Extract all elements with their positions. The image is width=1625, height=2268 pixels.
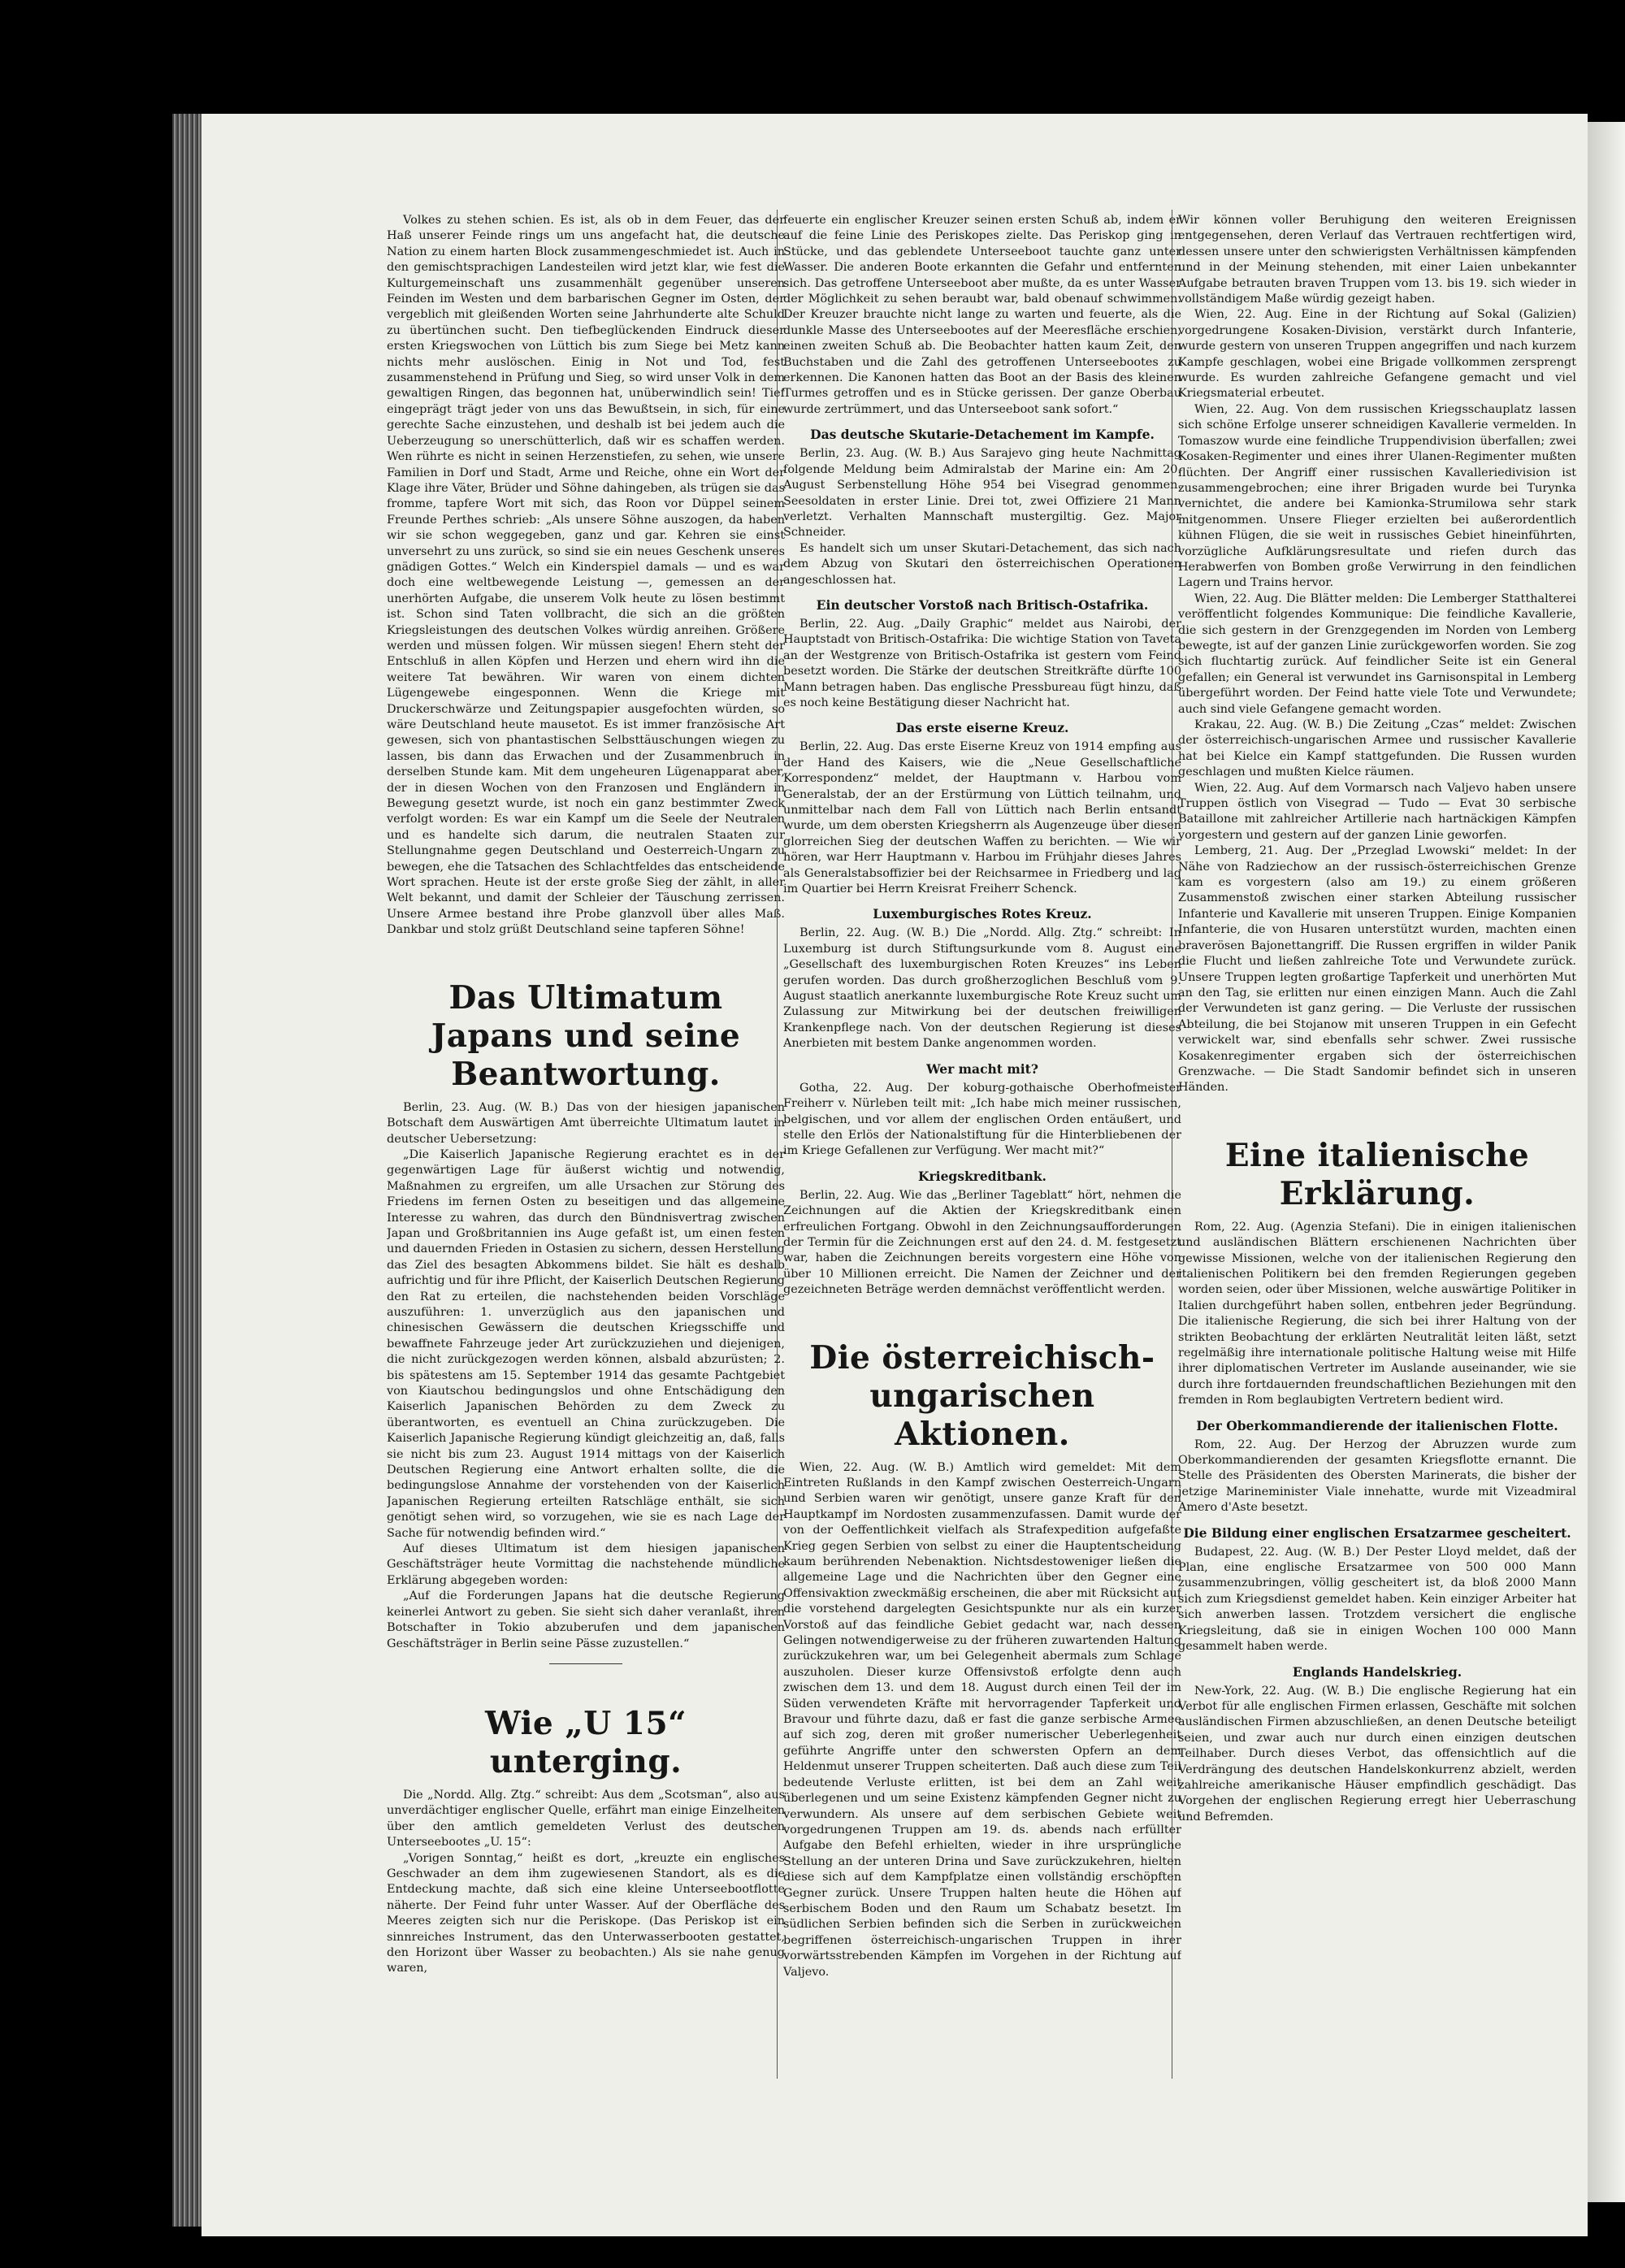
headline-eisernes-kreuz: Das erste eiserne Kreuz. xyxy=(895,720,1069,736)
article-paragraph: feuerte ein englischer Kreuzer seinen ersten Schuß ab, indem er auf die feine Linie des Periskopes zielte. Das Periskop ging in Stücke, und das geblendete Unterseeboot tauchte ganz unter Wasser. Die anderen Boote erkannten die Gefahr und entfernten sich. Das getroffene Unterseeboot aber mußte, da es unter Wasser der Möglichkeit zu sehen beraubt war, bald obenauf schwimmen. Der Kreuzer brauchte nicht lange zu warten und feuerte, als die dunkle Masse des Unterseebootes auf der Meeresfläche erschien, einen zweiten Schuß ab. Die Beobachter hatten kaum Zeit, den Buchstaben und die Zahl des getroffenen Unterseebootes zu erkennen. Die Kanonen hatten das Boot an der Basis des kleinen Turmes getroffen und es in Stücke gerissen. Der ganze Oberbau wurde zertrümmert, und das Unterseeboot sank sofort.“ xyxy=(783,214,1181,416)
article-paragraph: Berlin, 22. Aug. „Daily Graphic“ meldet aus Nairobi, der Hauptstadt von Britisch-Ostafrika: Die wichtige Station von Taveta an der Westgrenze von Britisch-Ostafrika ist gestern vom Feind besetzt worden. Die Stärke der deutschen Streitkräfte dürfte 100 Mann betragen haben. Das englische Pressbureau fügt hinzu, daß es noch keine Bestätigung dieser Nachricht hat. xyxy=(783,617,1181,709)
article-paragraph: Gotha, 22. Aug. Der koburg-gothaische Oberhofmeister Freiherr v. Nürleben teilt mit: „Ich habe mich meiner russischen, belgischen, und vor allem der englischen Orden entäußert, und stelle den Erlös der Nationalstiftung für die Hinterbliebenen der im Kriege Gefallenen zur Verfügung. Wer macht mit?“ xyxy=(783,1081,1181,1158)
article-paragraph: Berlin, 22. Aug. (W. B.) Die „Nordd. Allg. Ztg.“ schreibt: In Luxemburg ist durch Stiftungsurkunde vom 8. August eine „Gesellschaft des luxemburgischen Roten Kreuzes“ ins Leben gerufen worden. Das durch großherzoglichen Beschluß vom 9. August staatlich anerkannte luxemburgische Rote Kreuz sucht um Zulassung zur Mitwirkung bei der deutschen freiwilligen Krankenpflege nach. Von der deutschen Regierung ist dieses Anerbieten mit bestem Danke angenommen worden. xyxy=(783,926,1181,1051)
article-paragraph: Auf dieses Ultimatum ist dem hiesigen japanischen Geschäftsträger heute Vormittag die nachstehende mündliche Erklärung abgegeben worden: xyxy=(387,1542,785,1587)
article-paragraph: Krakau, 22. Aug. (W. B.) Die Zeitung „Czas“ meldet: Zwischen der österreichisch-ungarischen Armee und russischer Kavallerie hat bei Kielce ein Kampf stattgefunden. Die Russen wurden geschlagen und mußten Kielce räumen. xyxy=(1178,718,1576,779)
next-page-edge xyxy=(1588,122,1625,2202)
article-paragraph: Rom, 22. Aug. Der Herzog der Abruzzen wurde zum Oberkommandierenden der gesamten Kriegsflotte ernannt. Die Stelle des Präsidenten des Obersten Marinerats, die bisher der jetzige Marineminister Viale innehatte, wurde mit Vizeadmiral Amero d'Aste besetzt. xyxy=(1178,1438,1576,1515)
headline-u15: Wie „U 15“ unterging. xyxy=(484,1704,687,1780)
article-paragraph: Wien, 22. Aug. Die Blätter melden: Die Lemberger Statthalterei veröffentlicht folgendes Kommunique: Die feindliche Kavallerie, die sich gestern in der Grenzgegenden im Norden von Lemberg bewegte, ist auf der ganzen Linie zurückgeworfen worden. Sie zog sich fluchtartig zurück. Auf feindlicher Seite ist ein General gefallen; ein General ist verwundet ins Garnisonspital in Lemberg übergeführt worden. Der Feind hatte viele Tote und Verwundete; auch sind viele Gefangene gemacht worden. xyxy=(1178,592,1576,716)
headline-wer-macht-mit: Wer macht mit? xyxy=(926,1060,1038,1077)
column-2 xyxy=(783,213,1181,2114)
article-paragraph: Berlin, 23. Aug. (W. B.) Das von der hiesigen japanischen Botschaft dem Auswärtigen Amt überreichte Ultimatum lautet in deutscher Uebersetzung: xyxy=(387,1100,785,1146)
headline-kriegskreditbank: Kriegskreditbank. xyxy=(918,1168,1046,1184)
article-paragraph: „Auf die Forderungen Japans hat die deutsche Regierung keinerlei Antwort zu geben. Sie sieht sich daher veranlaßt, ihren Botschafter in Tokio abzuberufen und dem japanischen Geschäftsträger in Berlin seine Pässe zuzustellen.“ xyxy=(387,1589,785,1650)
article-paragraph: Berlin, 23. Aug. (W. B.) Aus Sarajevo ging heute Nachmittag folgende Meldung beim Admiralstab der Marine ein: Am 20. August Serbenstellung Höhe 954 bei Visegrad genommen. Seesoldaten in erster Linie. Drei tot, zwei Offiziere 21 Mann verletzt. Verhalten Mannschaft mustergiltig. Gez. Major Schneider. xyxy=(783,447,1181,540)
headline-skutari: Das deutsche Skutarie-Detachement im Kampfe. xyxy=(810,427,1155,443)
headline-luxemburg-rotes-kreuz: Luxemburgisches Rotes Kreuz. xyxy=(873,906,1092,922)
article-u15 xyxy=(387,1788,785,1977)
article-ultimatum xyxy=(387,1100,785,1652)
headline-ersatzarmee: Die Bildung einer englischen Ersatzarmee gescheitert. xyxy=(1183,1524,1571,1541)
article-paragraph: „Die Kaiserlich Japanische Regierung erachtet es in der gegenwärtigen Lage für äußerst wichtig und notwendig, Maßnahmen zu ergreifen, um alle Ursachen zur Störung des Friedens im fernen Osten zu beseitigen und das allgemeine Interesse zu wahren, das durch den Bündnisvertrag zwischen Japan und Großbritannien ins Auge gefaßt ist, um einen festen und dauernden Frieden in Ostasien zu sichern, dessen Herstellung das Ziel des besagten Abkommens bildet. Sie hält es deshalb aufrichtig und für ihre Pflicht, der Kaiserlich Deutschen Regierung den Rat zu erteilen, die nachstehenden beiden Vorschläge auszuführen: 1. unverzüglich aus den japanischen und chinesischen Gewässern die deutschen Kriegsschiffe und bewaffnete Fahrzeuge jeder Art zurückzuziehen und diejenigen, die nicht zurückgezogen werden können, alsbald abzurüsten; 2. bis spätestens am 15. September 1914 das gesamte Pachtgebiet von Kiautschou bedingungslos und ohne Entschädigung den Kaiserlich Japanischen Behörden zu dem Zweck zu überantworten, es eventuell an China zurückzugeben. Die Kaiserlich Japanische Regierung kündigt gleichzeitig an, daß, falls sie nicht bis zum 23. August 1914 mittags von der Kaiserlich Deutschen Regierung eine Antwort erhalten sollte, die die bedingungslose Annahme der vorstehenden von der Kaiserlich Japanischen Regierung erteilten Ratschläge enthält, sie sich genötigt sehen wird, so vorzugehen, wie sie es nach Lage der Sache für notwendig befinden wird.“ xyxy=(387,1147,785,1540)
column-3 xyxy=(1178,213,1576,2114)
headline-italienische-erklaerung: Eine italienische Erklärung. xyxy=(1224,1136,1530,1212)
headline-ultimatum-japans: Das Ultimatum Japans und seine Beantwortung. xyxy=(431,978,741,1093)
article-paragraph: „Vorigen Sonntag,“ heißt es dort, „kreuzte ein englisches Geschwader an dem ihm zugewiesenen Standort, als es die Entdeckung machte, daß sich eine kleine Unterseebootflotte näherte. Der Feind fuhr unter Wasser. Auf der Oberfläche des Meeres zeigten sich nur die Periskope. (Das Periskop ist ein sinnreiches Instrument, das den Unterwasserbooten gestattet, den Horizont über Wasser zu beobachten.) Als sie nahe genug waren, xyxy=(387,1851,785,1975)
article-paragraph: Berlin, 22. Aug. Wie das „Berliner Tageblatt“ hört, nehmen die Zeichnungen auf die Aktien der Kriegskreditbank einen erfreulichen Fortgang. Obwohl in den Zeichnungsaufforderungen der Termin für die Zeichnungen erst auf den 24. d. M. festgesetzt war, haben die Zeichnungen bereits vorgestern eine Höhe von über 10 Millionen erreicht. Die Namen der Zeichner und der gezeichneten Beträge werden demnächst veröffentlicht werden. xyxy=(783,1188,1181,1297)
headline-ostafrika: Ein deutscher Vorstoß nach Britisch-Ostafrika. xyxy=(816,596,1149,613)
headline-handelskrieg: Englands Handelskrieg. xyxy=(1292,1663,1462,1680)
article-paragraph: Die „Nordd. Allg. Ztg.“ schreibt: Aus dem „Scotsman“, also aus unverdächtiger englischer Quelle, erfährt man einige Einzelheiten über den amtlich gemeldeten Verlust des deutschen Unterseebootes „U. 15“: xyxy=(387,1788,785,1850)
article-paragraph: Wien, 22. Aug. Auf dem Vormarsch nach Valjevo haben unsere Truppen östlich von Visegrad — Tudo — Evat 30 serbische Bataillone mit zahlreicher Artillerie nach hartnäckigen Kämpfen vorgestern und gestern auf der ganzen Linie geworfen. xyxy=(1178,781,1576,842)
article-paragraph: Es handelt sich um unser Skutari-Detachement, das sich nach dem Abzug von Skutari den österreichischen Operationen angeschlossen hat. xyxy=(783,541,1181,587)
article-paragraph: Volkes zu stehen schien. Es ist, als ob in dem Feuer, das der Haß unserer Feinde rings um uns angefacht hat, die deutsche Nation zu einem harten Block zusammengeschmiedet ist. Auch in den gemischtsprachigen Landesteilen wird jetzt klar, wie fest die Kulturgemeinschaft uns zusammenhält gegenüber unseren Feinden im Westen und dem barbarischen Gegner im Osten, der vergeblich mit gleißenden Worten seine Jahrhunderte alte Schuld zu übertünchen sucht. Den tiefbeglückenden Eindruck dieser ersten Kriegswochen von Lüttich bis zum Siege bei Metz kann nichts mehr auslöschen. Einig in Not und Tod, fest zusammenstehend in Prüfung und Sieg, so wird unser Volk in dem gewaltigen Ringen, das begonnen hat, unüberwindlich sein! Tief eingeprägt trägt jeder von uns das Bewußtsein, in sich, für eine gerechte Sache einzustehen, und deshalb ist bei jedem auch die Ueberzeugung so unerschütterlich, daß wir es schaffen werden. Wen rührte es nicht in seinen Herzenstiefen, zu sehen, wie unsere Familien in Dorf und Stadt, Arme und Reiche, ohne ein Wort der Klage ihre Väter, Brüder und Söhne dahingeben, als trügen sie das fromme, tapfere Wort mit sich, das Roon vor Düppel seinem Freunde Perthes schrieb: „Als unsere Söhne auszogen, da haben wir sie schon weggegeben, ganz und gar. Kehren sie einst unversehrt zu uns zurück, so sind sie ein neues Geschenk unseres gnädigen Gottes.“ Welch ein Kinderspiel damals — und es war doch eine weltbewegende Leistung —, gemessen an der unerhörten Aufgabe, die unserem Volk heute zu lösen bestimmt ist. Schon sind Taten vollbracht, die sich an die größten Kriegsleistungen des deutschen Volkes würdig anreihen. Größere werden und müssen folgen. Wir müssen siegen! Ehern steht der Entschluß in allen Köpfen und Herzen und ehern wird ihn die weitere Tat bewähren. Wir waren von einem dichten Lügengewebe eingesponnen. Wenn die Kriege mit Druckerschwärze und Zeitungspapier ausgefochten würden, so wäre Deutschland heute mausetot. Es ist immer französische Art gewesen, sich von phantastischen Selbsttäuschungen wiegen zu lassen, bis dann das Erwachen und der Zusammenbruch in derselben Stunde kam. Mit dem ungeheuren Lügenapparat aber, der in diesen Wochen von den Franzosen und Engländern in Bewegung gesetzt wurde, ist noch ein ganz bestimmter Zweck verfolgt worden: Es war ein Kampf um die Seele der Neutralen und es handelte sich darum, die neutralen Staaten zur Stellungnahme gegen Deutschland und Oesterreich-Ungarn zu bewegen, ehe die Tatsachen des Schlachtfeldes das entscheidende Wort sprachen. Heute ist der erste große Sieg der zählt, in aller Welt bekannt, und damit der Schleier der Täuschung zerrissen. Unsere Armee bestand ihre Probe glanzvoll über alles Maß. Dankbar und stolz grüßt Deutschland seine tapferen Söhne! xyxy=(387,214,785,937)
article-paragraph: Lemberg, 21. Aug. Der „Przeglad Lwowski“ meldet: In der Nähe von Radziechow an der russisch-österreichischen Grenze kam es vorgestern (also am 19.) zu einem größeren Zusammenstoß zwischen einer starken Abteilung russischer Infanterie und Kavallerie mit unseren Truppen. Einige Kompanien Infanterie, die von Husaren unterstützt wurden, machten einen braverösen Bajonettangriff. Die Russen ergriffen in wilder Panik die Flucht und ließen zahlreiche Tote und Verwundete zurück. Unsere Truppen legten großartige Tapferkeit und unerhörten Mut an den Tag, sie erlitten nur einen einzigen Mann. Auch die Zahl der Verwundeten ist ganz gering. — Die Verluste der russischen Abteilung, die bei Stojanow mit unseren Truppen in ein Gefecht verwickelt war, sind ebenfalls sehr schwer. Zwei russische Kosakenregimenter ergaben sich der österreichischen Grenzwache. — Die Stadt Sandomir befindet sich in unseren Händen. xyxy=(1178,844,1576,1095)
article-paragraph: Wir können voller Beruhigung den weiteren Ereignissen entgegensehen, deren Verlauf das Vertrauen rechtfertigen wird, dessen unsere unter den schwierigsten Verhältnissen kämpfenden und in der Meinung stehenden, mit einer Laien unbekannter Aufgabe betrauten braven Truppen vom 13. bis 19. sich wieder in vollständigem Maße würdig gezeigt haben. xyxy=(1178,214,1576,306)
section-war-commentary xyxy=(387,213,785,939)
column-1 xyxy=(387,213,785,2114)
section-divider xyxy=(549,1663,622,1664)
article-paragraph: Wien, 22. Aug. (W. B.) Amtlich wird gemeldet: Mit dem Eintreten Rußlands in den Kampf zwischen Oesterreich-Ungarn und Serbien waren wir genötigt, unsere ganze Kraft für den Hauptkampf im Nordosten zusammenzufassen. Damit wurde der von der Oeffentlichkeit vielfach als Strafexpedition aufgefaßte Krieg gegen Serbien von selbst zu einer die Hauptentscheidung kaum berührenden Nebenaktion. Nichtsdestoweniger ließen die allgemeine Lage und die Nachrichten über den Gegner eine Offensivaktion zweckmäßig erscheinen, die aber mit Rücksicht auf die vorstehend dargelegten Gesichtspunkte nur als ein kurzer Vorstoß auf das feindliche Gebiet gedacht war, nach dessen Gelingen notwendigerweise zu der früheren zuwartenden Haltung zurückzukehren war, um bei Gelegenheit abermals zum Schlage auszuholen. Dieser kurze Offensivstoß erfolgte denn auch zwischen dem 13. und dem 18. August durch einen Teil der im Süden verwendeten Kräfte mit hervorragender Tapferkeit und Bravour und führte dazu, daß er fast die ganze serbische Armee auf sich zog, deren mit großer numerischer Ueberlegenheit geführte Angriffe unter den schwersten Opfern an dem Heldenmut unserer Truppen scheiterten. Daß auch diese zum Teil bedeutende Verluste erlitten, ist bei dem an Zahl weit überlegenen und um seine Existenz kämpfenden Gegner nicht zu verwundern. Als unsere auf dem serbischen Gebiete weit vorgedrungenen Truppen am 19. ds. abends nach erfüllter Aufgabe den Befehl erhielten, wieder in ihre ursprüngliche Stellung an der unteren Drina und Save zurückzukehren, hielten diese sich auf dem Kampfplatze einen vollständig erschöpften Gegner zurück. Unsere Truppen halten heute die Höhen auf serbischem Boden und den Raum um Schabatz besetzt. Im südlichen Serbien befinden sich die Serben in zurückweichen begriffenen österreichisch-ungarischen Truppen in ihrer vorwärtsstrebenden Kämpfen im Vorgehen in der Richtung auf Valjevo. xyxy=(783,1460,1181,1979)
article-paragraph: Rom, 22. Aug. (Agenzia Stefani). Die in einigen italienischen und ausländischen Blättern erschienenen Nachrichten über gewisse Missionen, welche von der italienischen Regierung den italienischen Politikern bei den fremden Regierungen gegeben worden seien, oder über Missionen, welche auswärtige Politiker in Italien durchgeführt haben sollen, entbehren jeder Begründung. Die italienische Regierung, die sich bei ihrer Haltung von der strikten Beobachtung der erklärten Neutralität leiten läßt, setzt regelmäßig ihre internationale politische Haltung weise mit Hilfe ihrer diplomatischen Vertreter im Auslande auseinander, wie sie durch ihre fortdauernden freundschaftlichen Beziehungen mit den fremden in Rom beglaubigten Vertretern bedient wird. xyxy=(1178,1220,1576,1407)
article-paragraph: Budapest, 22. Aug. (W. B.) Der Pester Lloyd meldet, daß der Plan, eine englische Ersatzarmee von 500 000 Mann zusammenzubringen, völlig gescheitert ist, da bloß 2000 Mann sich zum Kriegsdienst gemeldet haben. Kein einziger Arbeiter hat sich anwerben lassen. Trotzdem versichert die englische Kriegsleitung, daß sie in einigen Wochen 100 000 Mann gesammelt haben werde. xyxy=(1178,1545,1576,1654)
headline-oesterreich-ungarn-aktionen: Die österreichisch-ungarischen Aktionen. xyxy=(809,1338,1155,1453)
article-paragraph: Berlin, 22. Aug. Das erste Eiserne Kreuz von 1914 empfing aus der Hand des Kaisers, wie die „Neue Gesellschaftliche Korrespondenz“ meldet, der Hauptmann v. Harbou vom Generalstab, der an der Erstürmung von Lüttich teilnahm, und unmittelbar nach dem Fall von Lüttich nach Berlin entsandt wurde, um dem obersten Kriegsherrn als Augenzeuge über diesen glorreichen Sieg der deutschen Waffen zu berichten. — Wie wir hören, war Herr Hauptmann v. Harbou im Frühjahr dieses Jahres als Generalstabsoffizier bei der Reichsarmee in Friedberg und lag im Quartier bei Herrn Kreisrat Freiherr Schenck. xyxy=(783,740,1181,896)
scan-spine-edge xyxy=(172,114,202,2227)
article-paragraph: Wien, 22. Aug. Von dem russischen Kriegsschauplatz lassen sich schöne Erfolge unserer schneidigen Kavallerie vermelden. In Tomaszow wurde eine feindliche Truppendivision überfallen; zwei Kosaken-Regimenter und eines ihrer Ulanen-Regimenter mußten flüchten. Der Angriff einer russischen Kavalleriedivision ist zusammengebrochen; eine ihrer Brigaden wurde bei Turynka vernichtet, die andere bei Kamionka-Strumilowa sehr stark mitgenommen. Unsere Flieger erzielten bei außerordentlich kühnen Flügen, die sie weit in russisches Gebiet hineinführten, vorzügliche Aufklärungsresultate und riefen durch das Herabwerfen von Bomben große Verwirrung in den feindlichen Lagern und Trains hervor. xyxy=(1178,402,1576,590)
article-paragraph: New-York, 22. Aug. (W. B.) Die englische Regierung hat ein Verbot für alle englischen Firmen erlassen, Geschäfte mit solchen ausländischen Firmen abzuschließen, an denen Deutsche beteiligt seien, und zwar auch nur durch einen einzigen deutschen Teilhaber. Durch dieses Verbot, das offensichtlich auf die Verdrängung des deutschen Handelskonkurrenz abzielt, werden zahlreiche amerikanische Häuser empfindlich geschädigt. Das Vorgehen der englischen Regierung erregt hier Ueberraschung und Befremden. xyxy=(1178,1684,1576,1824)
headline-oberkommandierende-flotte: Der Oberkommandierende der italienischen Flotte. xyxy=(1196,1417,1558,1433)
article-paragraph: Wien, 22. Aug. Eine in der Richtung auf Sokal (Galizien) vorgedrungene Kosaken-Division, verstärkt durch Infanterie, wurde gestern von unseren Truppen angegriffen und nach kurzem Kampfe geschlagen, wobei eine Brigade vollkommen zersprengt wurde. Es wurden zahlreiche Gefangene gemacht und viel Kriegsmaterial erbeutet. xyxy=(1178,308,1576,401)
